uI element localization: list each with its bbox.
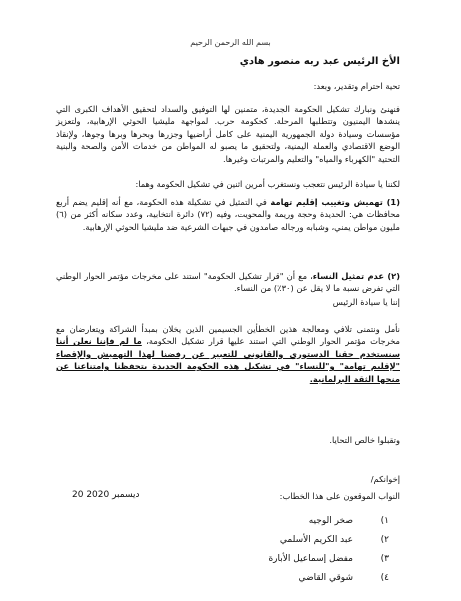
signer-item [189, 569, 389, 588]
concern-item-tihama-title: (1) تهميش وتغييب إقليم تهامة [270, 197, 400, 207]
concern-item-tihama-text: في التمثيل في تشكيلة هذه الحكومة، مع أنه إقليم يضم أربع محافظات هي: الحديدة وحجة وريمة والمحويت، وفيه (٧٢) دائرة انتخابية، وعدد سكانه أكثر من (٦) مليون مواطن يمني، وشبابه ورجاله صامدون في جبهات الشرعية ضد مليشيا الحوثي الإرهابية. [56, 197, 400, 232]
signer-name: مفضل إسماعيل الأبارة [268, 554, 353, 564]
signer-name: عبد الكريم الأسلمي [279, 535, 353, 545]
paragraph-demand-underlined: ما لم فإننا نعلن أننا سنستخدم حقنا الدستوري والقانوني للتعبير عن رفضنا لهذا التهميش والإقصاء "لإقليم تهامة" و"للنساء" في تشكيل هذه الحكومة الجديدة بتحفظنا وامتناعنا عن منحها الثقة البرلمانية. [56, 336, 400, 384]
paragraph-address: إننا يا سيادة الرئيس [332, 297, 400, 307]
concern-item-women [56, 270, 400, 295]
signer-name: شوقي القاضي [298, 573, 353, 583]
signer-name: صخر الوجيه [308, 516, 353, 526]
paragraph-regards: وتقبلوا خالص التحايا. [329, 435, 400, 445]
signer-item [189, 531, 389, 550]
paragraph-congratulations: فنهنئ ونبارك تشكيل الحكومة الجديدة، متمنين لها التوفيق والسداد لتحقيق الأهداف الكبرى التي ينشدها اليمنيون وتتطلبها المرحلة. كحكومة حرب. لمواجهة مليشيا الحوثي الإرهابية، ولتعزيز مؤسسات وسيادة دولة الجمهورية اليمنية على كامل أراضيها وجزرها وبحرها وبرها وجوها، ولإنقاذ الوضع الاقتصادي والعملة اليمنية، ولتحقيق ما يصبو له المواطن من خدمات الأمن والصحة والبنية التحتية "الكهرباء والمياه" والتعليم والمرتبات وغيرها. [56, 104, 400, 164]
signer-item [189, 550, 389, 569]
signer-number: ٣) [380, 554, 389, 564]
signer-item [189, 512, 389, 531]
signer-number: ٤) [380, 573, 389, 583]
closing: إخوانكم/ [370, 474, 400, 484]
basmala: بسم الله الرحمن الرحيم [190, 38, 271, 47]
paragraph-demand-text: نأمل ونتمنى تلافي ومعالجة هذين الخطأين الجسيمين الذين يخلان بمبدأ الشراكة ويتعارضان مع مخرجات مؤتمر الحوار الوطني التي استند عليها قرار تشكيل الحكومة، [56, 324, 400, 347]
greeting: تحية احترام وتقدير، وبعد: [313, 81, 400, 91]
signers-list [189, 512, 389, 588]
paragraph-demand [56, 323, 400, 385]
signer-number: ٢) [380, 535, 389, 545]
recipient-line: الأخ الرئيس عبد ربه منصور هادي [239, 56, 400, 67]
signers-heading: النواب الموقعون على هذا الخطاب: [279, 491, 400, 501]
signer-number: ١) [380, 516, 389, 526]
letter-date: 20 ديسمبر 2020 [72, 490, 140, 500]
concern-item-women-title: (٢) عدم تمثيل النساء [312, 271, 400, 281]
concern-item-women-text: ، مع أن "قرار تشكيل الحكومة" استند على مخرجات مؤتمر الحوار الوطني التي تفرض نسبة ما لا يقل عن (٣٠٪) من النساء. [56, 271, 400, 294]
concern-item-tihama [56, 196, 400, 233]
paragraph-concerns-intro: لكننا يا سيادة الرئيس نتعجب ونستغرب أمرين اثنين في تشكيل الحكومة وهما: [135, 179, 400, 189]
